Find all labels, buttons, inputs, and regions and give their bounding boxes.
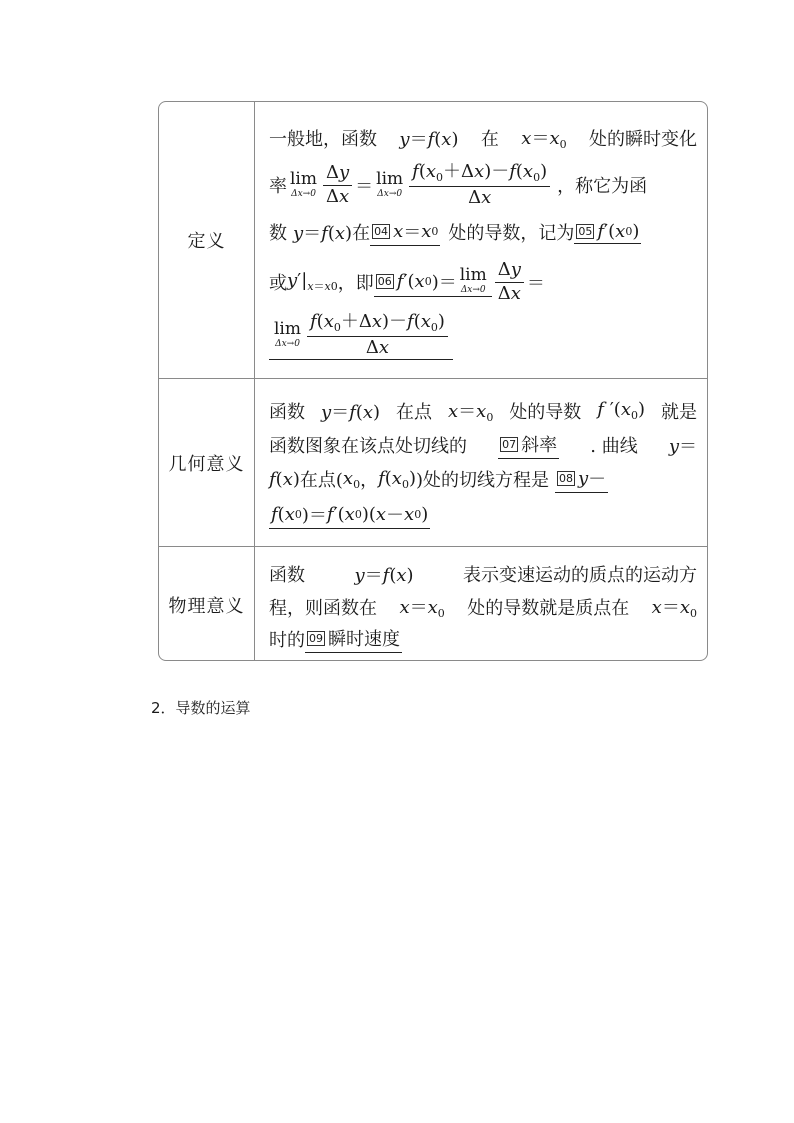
blank-04: 04 x ＝ x 0	[370, 218, 440, 246]
blank-07: 07 斜率	[498, 431, 559, 459]
blank-06-cont: lim Δx→0 $\frac{f(x_0+\Delta x)-f(x_0)}{\Delta x}$	[269, 312, 453, 360]
blank-09: 09 瞬时速度	[305, 625, 402, 653]
label-definition: 定义	[159, 102, 255, 378]
label-geometric-meaning: 几何意义	[159, 379, 255, 546]
row-definition: 定义 一般地，函数 y＝f(x) 在 $x=x_0$ 处的瞬时变化 率 lim Δx→0 $\frac{\Delta y}{\Delta x}$ ＝ lim Δx→0 $\frac{f(x_0+\Delta x)-f(x_0)}{\Delta x}$ ，称它为函 数 y＝f(x) 在 04 x ＝ x 0 处的导数，记为 05 f ′( x 0 ) 或 $y'|_{x=x0}$ ，即 06 f ′( x 0 )＝ lim Δx→0 $\frac{\Delta y}{\Delta x}$ ＝ lim Δx→0 $\frac{f(x_0+\Delta x)-f(x_0)}{\Delta x}$	[159, 102, 707, 378]
blank-08: 08 y －	[555, 465, 608, 493]
blank-06: 06 f ′( x 0 )＝ lim Δx→0	[374, 267, 492, 297]
blank-05: 05 f ′( x 0 )	[574, 221, 641, 244]
concept-table	[158, 101, 708, 661]
row-geometric-meaning: 几何意义 函数 y＝f(x) 在点 $x=x_0$ 处的导数 f $'(x_0)$ 就是 函数图象在该点处切线的 07 斜率 . 曲线 y＝ f(x) 在点( $x_0$ ， $f(x_0)$ )处的切线方程是 08 y － f ( x 0 )＝ f ′( x 0 )( x － x 0 )	[159, 378, 707, 546]
section-heading: 2．导数的运算	[151, 699, 251, 717]
label-physical-meaning: 物理意义	[159, 547, 255, 661]
blank-08-cont: f ( x 0 )＝ f ′( x 0 )( x － x 0 )	[269, 501, 430, 529]
row-physical-meaning: 物理意义 函数 y＝f(x) 表示变速运动的质点的运动方 程，则函数在 $x=x_0$ 处的导数就是质点在 $x=x_0$ 时的 09 瞬时速度	[159, 546, 707, 661]
